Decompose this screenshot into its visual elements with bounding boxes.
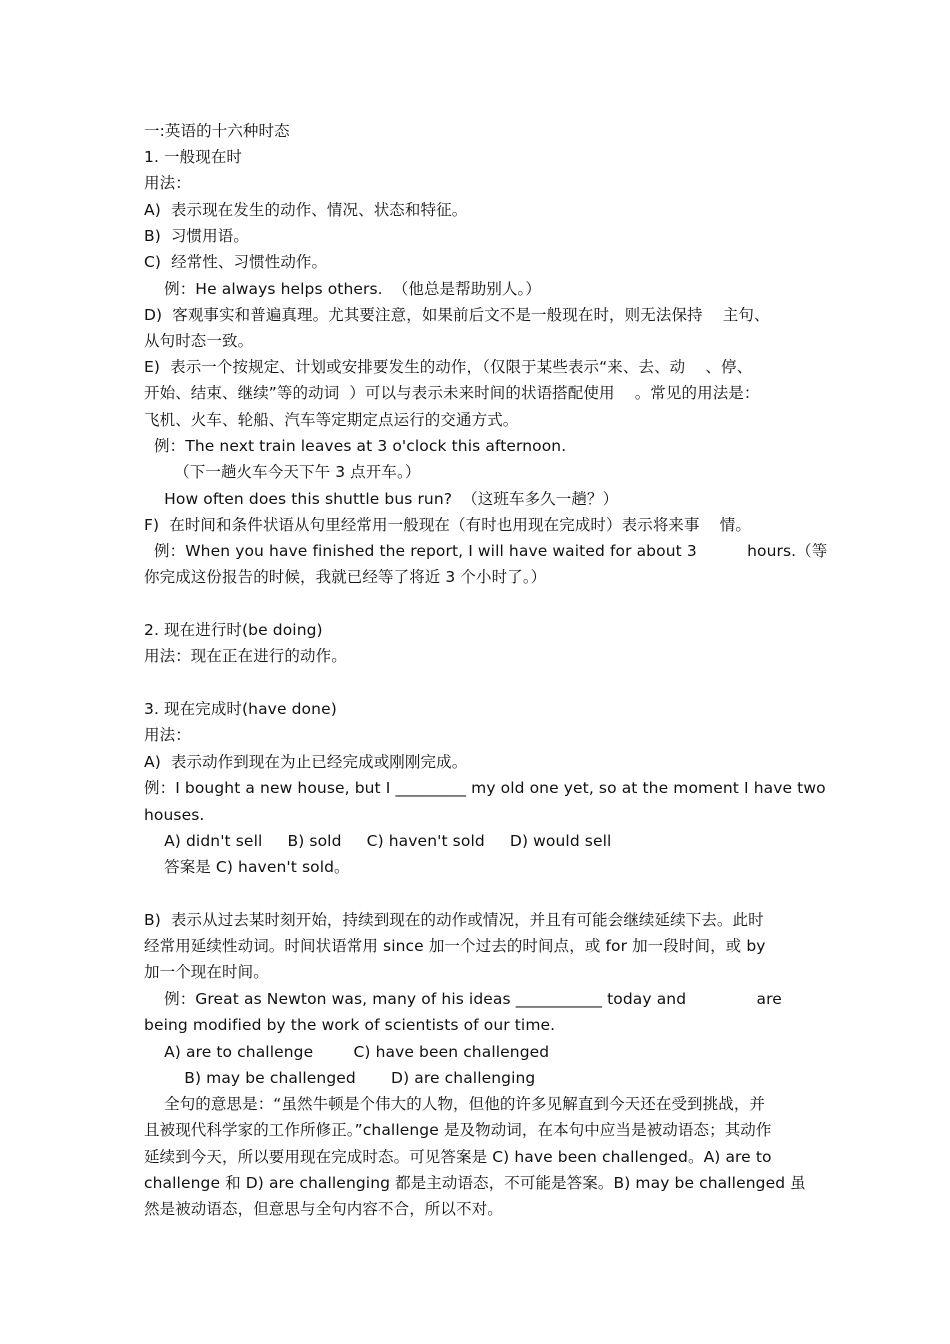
example-translation: 你完成这份报告的时候，我就已经等了将近 3 个小时了。） (144, 568, 547, 586)
usage-label: 用法： (144, 174, 191, 192)
text-line: F) 在时间和条件状语从句里经常用一般现在（有时也用现在完成时）表示将来事 情。 (144, 516, 751, 534)
text-line: 延续到今天，所以要用现在完成时态。可见答案是 C) have been challenged。A) are to (144, 1148, 772, 1166)
example-line: 例：Great as Newton was, many of his ideas ___________ today and are (144, 990, 782, 1008)
example-line: 例：The next train leaves at 3 o'clock this afternoon. (144, 437, 567, 455)
answer-options: B) may be challenged D) are challenging (144, 1069, 536, 1087)
text-line: A) 表示动作到现在为止已经完成或刚刚完成。 (144, 753, 468, 771)
example-line: How often does this shuttle bus run? （这班车多久一趟？） (144, 490, 619, 508)
text-line: challenge 和 D) are challenging 都是主动语态，不可能是答案。B) may be challenged 虽 (144, 1174, 806, 1192)
text-line: 且被现代科学家的工作所修正。”challenge 是及物动词，在本句中应当是被动语态；其动作 (144, 1121, 772, 1139)
text-line: C) 经常性、习惯性动作。 (144, 253, 328, 271)
tense-title: 3. 现在完成时(have done) (144, 700, 337, 718)
example-line: being modified by the work of scientists of our time. (144, 1016, 556, 1034)
text-line: E) 表示一个按规定、计划或安排要发生的动作，（仅限于某些表示“来、去、动 、停、 (144, 358, 753, 376)
example-line: 例：When you have finished the report, I will have waited for about 3 hours.（等 (144, 542, 828, 560)
text-line: D) 客观事实和普遍真理。尤其要注意，如果前后文不是一般现在时，则无法保持 主句、 (144, 306, 770, 324)
text-line: 经常用延续性动词。时间状语常用 since 加一个过去的时间点，或 for 加一段时间，或 by (144, 937, 766, 955)
usage-label: 用法：现在正在进行的动作。 (144, 647, 347, 665)
example-line: 例：He always helps others. （他总是帮助别人。） (144, 280, 541, 298)
text-line: 从句时态一致。 (144, 332, 254, 350)
tense-title: 1. 一般现在时 (144, 148, 243, 166)
example-line: 例：I bought a new house, but I _________ my old one yet, so at the moment I have two (144, 779, 826, 797)
example-translation: （下一趟火车今天下午 3 点开车。） (144, 463, 421, 481)
text-line: 全句的意思是：“虽然牛顿是个伟大的人物，但他的许多见解直到今天还在受到挑战，并 (144, 1095, 766, 1113)
text-line: B) 表示从过去某时刻开始，持续到现在的动作或情况，并且有可能会继续延续下去。此时 (144, 911, 764, 929)
text-line: B) 习惯用语。 (144, 227, 249, 245)
text-line: A) 表示现在发生的动作、情况、状态和特征。 (144, 201, 468, 219)
section-heading: 一:英语的十六种时态 (144, 122, 290, 140)
example-line: houses. (144, 806, 205, 824)
answer-options: A) didn't sell B) sold C) haven't sold D) would sell (144, 832, 612, 850)
text-line: 飞机、火车、轮船、汽车等定期定点运行的交通方式。 (144, 411, 519, 429)
text-line: 开始、结束、继续”等的动词 ）可以与表示未来时间的状语搭配使用 。常见的用法是： (144, 384, 760, 402)
text-line: 加一个现在时间。 (144, 963, 269, 981)
answer-options: A) are to challenge C) have been challenged (144, 1043, 550, 1061)
tense-title: 2. 现在进行时(be doing) (144, 621, 323, 639)
usage-label: 用法： (144, 726, 191, 744)
text-line: 然是被动语态，但意思与全句内容不合，所以不对。 (144, 1200, 503, 1218)
answer-line: 答案是 C) haven't sold。 (144, 858, 350, 876)
